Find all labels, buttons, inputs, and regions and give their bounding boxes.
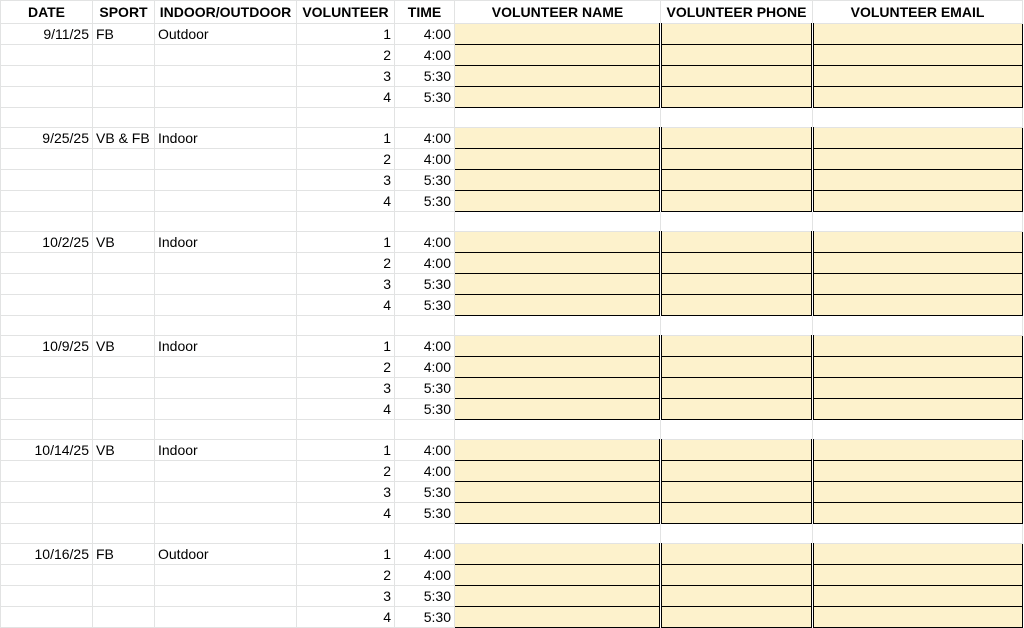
time-cell[interactable]: 4:00 — [395, 128, 455, 149]
volunteer-name-cell[interactable] — [455, 565, 661, 586]
volunteer-number-cell[interactable]: 4 — [297, 87, 395, 108]
sport-cell[interactable] — [93, 274, 155, 295]
volunteer-phone-cell[interactable] — [661, 24, 813, 45]
location-cell[interactable]: Indoor — [155, 128, 297, 149]
date-cell[interactable]: 10/16/25 — [1, 544, 93, 565]
header-indoor-outdoor[interactable]: INDOOR/OUTDOOR — [155, 1, 297, 24]
table-row — [1, 45, 1023, 66]
volunteer-name-cell[interactable] — [455, 399, 661, 420]
volunteer-name-cell[interactable] — [455, 170, 661, 191]
volunteer-number-cell[interactable]: 2 — [297, 45, 395, 66]
empty-cell[interactable] — [93, 524, 155, 544]
location-cell[interactable] — [155, 503, 297, 524]
table-row — [1, 274, 1023, 295]
empty-cell[interactable] — [1, 212, 93, 232]
empty-cell[interactable] — [155, 420, 297, 440]
volunteer-phone-cell[interactable] — [661, 336, 813, 357]
table-row — [1, 440, 1023, 461]
header-date[interactable]: DATE — [1, 1, 93, 24]
time-cell[interactable]: 4:00 — [395, 232, 455, 253]
volunteer-name-cell[interactable] — [455, 336, 661, 357]
empty-cell[interactable] — [813, 108, 1023, 128]
volunteer-email-cell[interactable] — [813, 544, 1023, 565]
volunteer-name-cell[interactable] — [455, 253, 661, 274]
empty-cell[interactable] — [297, 524, 395, 544]
location-cell[interactable] — [155, 191, 297, 212]
empty-cell[interactable] — [155, 212, 297, 232]
location-cell[interactable] — [155, 461, 297, 482]
volunteer-number-cell[interactable]: 2 — [297, 461, 395, 482]
table-row — [1, 24, 1023, 45]
volunteer-name-cell[interactable] — [455, 440, 661, 461]
volunteer-phone-cell[interactable] — [661, 45, 813, 66]
volunteer-email-cell[interactable] — [813, 274, 1023, 295]
table-row — [1, 253, 1023, 274]
volunteer-name-cell[interactable] — [455, 24, 661, 45]
table-row — [1, 586, 1023, 607]
volunteer-number-cell[interactable]: 3 — [297, 66, 395, 87]
volunteer-phone-cell[interactable] — [661, 357, 813, 378]
location-cell[interactable] — [155, 295, 297, 316]
volunteer-phone-cell[interactable] — [661, 461, 813, 482]
header-row — [1, 1, 1023, 24]
header-sport[interactable]: SPORT — [93, 1, 155, 24]
empty-cell[interactable] — [155, 524, 297, 544]
volunteer-name-cell[interactable] — [455, 544, 661, 565]
sport-cell[interactable] — [93, 66, 155, 87]
table-row — [1, 399, 1023, 420]
location-cell[interactable] — [155, 586, 297, 607]
empty-cell[interactable] — [455, 524, 661, 544]
volunteer-email-cell[interactable] — [813, 378, 1023, 399]
date-cell[interactable] — [1, 45, 93, 66]
volunteer-email-cell[interactable] — [813, 461, 1023, 482]
sport-cell[interactable] — [93, 170, 155, 191]
header-volunteer-name[interactable]: VOLUNTEER NAME — [455, 1, 661, 24]
empty-cell[interactable] — [93, 420, 155, 440]
location-cell[interactable] — [155, 170, 297, 191]
volunteer-name-cell[interactable] — [455, 128, 661, 149]
volunteer-name-cell[interactable] — [455, 87, 661, 108]
volunteer-email-cell[interactable] — [813, 336, 1023, 357]
volunteer-number-cell[interactable]: 1 — [297, 440, 395, 461]
empty-cell[interactable] — [297, 212, 395, 232]
time-cell[interactable]: 4:00 — [395, 565, 455, 586]
date-cell[interactable] — [1, 586, 93, 607]
empty-cell[interactable] — [661, 420, 813, 440]
volunteer-email-cell[interactable] — [813, 128, 1023, 149]
time-cell[interactable]: 5:30 — [395, 191, 455, 212]
date-cell[interactable] — [1, 274, 93, 295]
date-cell[interactable] — [1, 503, 93, 524]
location-cell[interactable] — [155, 66, 297, 87]
empty-cell[interactable] — [455, 420, 661, 440]
volunteer-name-cell[interactable] — [455, 232, 661, 253]
volunteer-email-cell[interactable] — [813, 45, 1023, 66]
location-cell[interactable]: Indoor — [155, 440, 297, 461]
sport-cell[interactable] — [93, 607, 155, 628]
volunteer-email-cell[interactable] — [813, 24, 1023, 45]
date-cell[interactable] — [1, 565, 93, 586]
spacer-row — [1, 316, 1023, 336]
location-cell[interactable]: Outdoor — [155, 544, 297, 565]
spacer-row — [1, 212, 1023, 232]
sport-cell[interactable] — [93, 87, 155, 108]
table-row — [1, 565, 1023, 586]
empty-cell[interactable] — [1, 108, 93, 128]
volunteer-number-cell[interactable]: 4 — [297, 191, 395, 212]
volunteer-email-cell[interactable] — [813, 503, 1023, 524]
table-row — [1, 191, 1023, 212]
table-row — [1, 295, 1023, 316]
location-cell[interactable] — [155, 274, 297, 295]
empty-cell[interactable] — [93, 316, 155, 336]
volunteer-name-cell[interactable] — [455, 66, 661, 87]
volunteer-phone-cell[interactable] — [661, 440, 813, 461]
volunteer-phone-cell[interactable] — [661, 253, 813, 274]
date-cell[interactable] — [1, 170, 93, 191]
volunteer-email-cell[interactable] — [813, 440, 1023, 461]
header-volunteer-email[interactable]: VOLUNTEER EMAIL — [813, 1, 1023, 24]
time-cell[interactable]: 5:30 — [395, 482, 455, 503]
empty-cell[interactable] — [395, 524, 455, 544]
volunteer-email-cell[interactable] — [813, 586, 1023, 607]
volunteer-phone-cell[interactable] — [661, 586, 813, 607]
empty-cell[interactable] — [455, 212, 661, 232]
volunteer-email-cell[interactable] — [813, 149, 1023, 170]
volunteer-phone-cell[interactable] — [661, 128, 813, 149]
volunteer-phone-cell[interactable] — [661, 378, 813, 399]
header-time[interactable]: TIME — [395, 1, 455, 24]
time-cell[interactable]: 5:30 — [395, 170, 455, 191]
volunteer-name-cell[interactable] — [455, 191, 661, 212]
volunteer-name-cell[interactable] — [455, 357, 661, 378]
volunteer-number-cell[interactable]: 2 — [297, 357, 395, 378]
time-cell[interactable]: 5:30 — [395, 274, 455, 295]
date-cell[interactable] — [1, 295, 93, 316]
table-row — [1, 378, 1023, 399]
sport-cell[interactable] — [93, 503, 155, 524]
volunteer-phone-cell[interactable] — [661, 503, 813, 524]
sport-cell[interactable]: VB — [93, 336, 155, 357]
volunteer-phone-cell[interactable] — [661, 565, 813, 586]
empty-cell[interactable] — [297, 316, 395, 336]
volunteer-name-cell[interactable] — [455, 274, 661, 295]
sport-cell[interactable]: VB & FB — [93, 128, 155, 149]
sport-cell[interactable]: VB — [93, 232, 155, 253]
empty-cell[interactable] — [1, 316, 93, 336]
empty-cell[interactable] — [395, 316, 455, 336]
empty-cell[interactable] — [155, 108, 297, 128]
volunteer-phone-cell[interactable] — [661, 295, 813, 316]
time-cell[interactable]: 4:00 — [395, 461, 455, 482]
header-volunteer-phone[interactable]: VOLUNTEER PHONE — [661, 1, 813, 24]
table-row — [1, 607, 1023, 628]
volunteer-phone-cell[interactable] — [661, 232, 813, 253]
sport-cell[interactable] — [93, 253, 155, 274]
empty-cell[interactable] — [395, 420, 455, 440]
empty-cell[interactable] — [661, 108, 813, 128]
time-cell[interactable]: 5:30 — [395, 66, 455, 87]
time-cell[interactable]: 4:00 — [395, 357, 455, 378]
date-cell[interactable] — [1, 357, 93, 378]
location-cell[interactable] — [155, 565, 297, 586]
volunteer-number-cell[interactable]: 1 — [297, 336, 395, 357]
volunteer-number-cell[interactable]: 1 — [297, 24, 395, 45]
time-cell[interactable]: 5:30 — [395, 503, 455, 524]
sport-cell[interactable]: VB — [93, 440, 155, 461]
sport-cell[interactable] — [93, 378, 155, 399]
sport-cell[interactable] — [93, 565, 155, 586]
time-cell[interactable]: 4:00 — [395, 440, 455, 461]
location-cell[interactable] — [155, 482, 297, 503]
volunteer-email-cell[interactable] — [813, 399, 1023, 420]
date-cell[interactable] — [1, 191, 93, 212]
volunteer-email-cell[interactable] — [813, 607, 1023, 628]
empty-cell[interactable] — [93, 108, 155, 128]
location-cell[interactable]: Indoor — [155, 232, 297, 253]
sport-cell[interactable] — [93, 191, 155, 212]
volunteer-email-cell[interactable] — [813, 295, 1023, 316]
table-row — [1, 87, 1023, 108]
empty-cell[interactable] — [813, 212, 1023, 232]
time-cell[interactable]: 5:30 — [395, 378, 455, 399]
time-cell[interactable]: 5:30 — [395, 399, 455, 420]
volunteer-email-cell[interactable] — [813, 565, 1023, 586]
volunteer-name-cell[interactable] — [455, 45, 661, 66]
volunteer-name-cell[interactable] — [455, 295, 661, 316]
time-cell[interactable]: 4:00 — [395, 544, 455, 565]
volunteer-phone-cell[interactable] — [661, 191, 813, 212]
volunteer-number-cell[interactable]: 3 — [297, 482, 395, 503]
location-cell[interactable] — [155, 87, 297, 108]
volunteer-phone-cell[interactable] — [661, 482, 813, 503]
table-row — [1, 357, 1023, 378]
sport-cell[interactable]: FB — [93, 24, 155, 45]
volunteer-number-cell[interactable]: 4 — [297, 607, 395, 628]
date-cell[interactable] — [1, 607, 93, 628]
volunteer-number-cell[interactable]: 3 — [297, 170, 395, 191]
empty-cell[interactable] — [813, 420, 1023, 440]
volunteer-number-cell[interactable]: 1 — [297, 128, 395, 149]
time-cell[interactable]: 4:00 — [395, 45, 455, 66]
empty-cell[interactable] — [395, 212, 455, 232]
volunteer-email-cell[interactable] — [813, 170, 1023, 191]
sport-cell[interactable]: FB — [93, 544, 155, 565]
date-cell[interactable] — [1, 87, 93, 108]
volunteer-number-cell[interactable]: 1 — [297, 232, 395, 253]
empty-cell[interactable] — [155, 316, 297, 336]
volunteer-phone-cell[interactable] — [661, 399, 813, 420]
sport-cell[interactable] — [93, 399, 155, 420]
time-cell[interactable]: 4:00 — [395, 149, 455, 170]
time-cell[interactable]: 4:00 — [395, 336, 455, 357]
volunteer-number-cell[interactable]: 4 — [297, 295, 395, 316]
location-cell[interactable]: Indoor — [155, 336, 297, 357]
empty-cell[interactable] — [661, 524, 813, 544]
date-cell[interactable]: 10/2/25 — [1, 232, 93, 253]
date-cell[interactable] — [1, 461, 93, 482]
location-cell[interactable] — [155, 399, 297, 420]
empty-cell[interactable] — [1, 420, 93, 440]
empty-cell[interactable] — [813, 316, 1023, 336]
location-cell[interactable] — [155, 357, 297, 378]
date-cell[interactable] — [1, 253, 93, 274]
volunteer-email-cell[interactable] — [813, 253, 1023, 274]
date-cell[interactable]: 9/11/25 — [1, 24, 93, 45]
empty-cell[interactable] — [395, 108, 455, 128]
location-cell[interactable] — [155, 607, 297, 628]
volunteer-email-cell[interactable] — [813, 357, 1023, 378]
sport-cell[interactable] — [93, 45, 155, 66]
volunteer-number-cell[interactable]: 2 — [297, 253, 395, 274]
location-cell[interactable] — [155, 45, 297, 66]
time-cell[interactable]: 5:30 — [395, 87, 455, 108]
date-cell[interactable]: 10/14/25 — [1, 440, 93, 461]
spacer-row — [1, 108, 1023, 128]
volunteer-name-cell[interactable] — [455, 461, 661, 482]
sport-cell[interactable] — [93, 149, 155, 170]
volunteer-phone-cell[interactable] — [661, 149, 813, 170]
volunteer-phone-cell[interactable] — [661, 607, 813, 628]
volunteer-email-cell[interactable] — [813, 232, 1023, 253]
volunteer-phone-cell[interactable] — [661, 87, 813, 108]
location-cell[interactable] — [155, 378, 297, 399]
volunteer-name-cell[interactable] — [455, 607, 661, 628]
volunteer-email-cell[interactable] — [813, 87, 1023, 108]
location-cell[interactable] — [155, 253, 297, 274]
time-cell[interactable]: 5:30 — [395, 586, 455, 607]
table-row — [1, 503, 1023, 524]
empty-cell[interactable] — [297, 108, 395, 128]
date-cell[interactable] — [1, 66, 93, 87]
table-row — [1, 66, 1023, 87]
volunteer-phone-cell[interactable] — [661, 274, 813, 295]
volunteer-number-cell[interactable]: 4 — [297, 399, 395, 420]
time-cell[interactable]: 4:00 — [395, 253, 455, 274]
volunteer-number-cell[interactable]: 4 — [297, 503, 395, 524]
volunteer-name-cell[interactable] — [455, 378, 661, 399]
table-row — [1, 170, 1023, 191]
table-row — [1, 232, 1023, 253]
volunteer-number-cell[interactable]: 2 — [297, 149, 395, 170]
empty-cell[interactable] — [455, 108, 661, 128]
spacer-row — [1, 420, 1023, 440]
location-cell[interactable]: Outdoor — [155, 24, 297, 45]
sport-cell[interactable] — [93, 295, 155, 316]
table-row — [1, 544, 1023, 565]
volunteer-name-cell[interactable] — [455, 586, 661, 607]
volunteer-number-cell[interactable]: 2 — [297, 565, 395, 586]
volunteer-phone-cell[interactable] — [661, 544, 813, 565]
volunteer-name-cell[interactable] — [455, 503, 661, 524]
volunteer-name-cell[interactable] — [455, 149, 661, 170]
sport-cell[interactable] — [93, 357, 155, 378]
volunteer-number-cell[interactable]: 3 — [297, 586, 395, 607]
date-cell[interactable]: 10/9/25 — [1, 336, 93, 357]
empty-cell[interactable] — [813, 524, 1023, 544]
location-cell[interactable] — [155, 149, 297, 170]
empty-cell[interactable] — [661, 212, 813, 232]
volunteer-number-cell[interactable]: 3 — [297, 274, 395, 295]
sport-cell[interactable] — [93, 461, 155, 482]
spacer-row — [1, 524, 1023, 544]
header-volunteer[interactable]: VOLUNTEER — [297, 1, 395, 24]
sport-cell[interactable] — [93, 586, 155, 607]
date-cell[interactable] — [1, 149, 93, 170]
volunteer-email-cell[interactable] — [813, 66, 1023, 87]
empty-cell[interactable] — [455, 316, 661, 336]
volunteer-email-cell[interactable] — [813, 191, 1023, 212]
empty-cell[interactable] — [1, 524, 93, 544]
time-cell[interactable]: 5:30 — [395, 295, 455, 316]
empty-cell[interactable] — [93, 212, 155, 232]
volunteer-number-cell[interactable]: 1 — [297, 544, 395, 565]
empty-cell[interactable] — [661, 316, 813, 336]
date-cell[interactable] — [1, 399, 93, 420]
date-cell[interactable] — [1, 378, 93, 399]
sport-cell[interactable] — [93, 482, 155, 503]
volunteer-phone-cell[interactable] — [661, 66, 813, 87]
time-cell[interactable]: 4:00 — [395, 24, 455, 45]
volunteer-number-cell[interactable]: 3 — [297, 378, 395, 399]
date-cell[interactable] — [1, 482, 93, 503]
table-row — [1, 149, 1023, 170]
volunteer-email-cell[interactable] — [813, 482, 1023, 503]
table-row — [1, 482, 1023, 503]
time-cell[interactable]: 5:30 — [395, 607, 455, 628]
date-cell[interactable]: 9/25/25 — [1, 128, 93, 149]
volunteer-name-cell[interactable] — [455, 482, 661, 503]
empty-cell[interactable] — [297, 420, 395, 440]
table-row — [1, 336, 1023, 357]
table-row — [1, 128, 1023, 149]
volunteer-phone-cell[interactable] — [661, 170, 813, 191]
table-row — [1, 461, 1023, 482]
